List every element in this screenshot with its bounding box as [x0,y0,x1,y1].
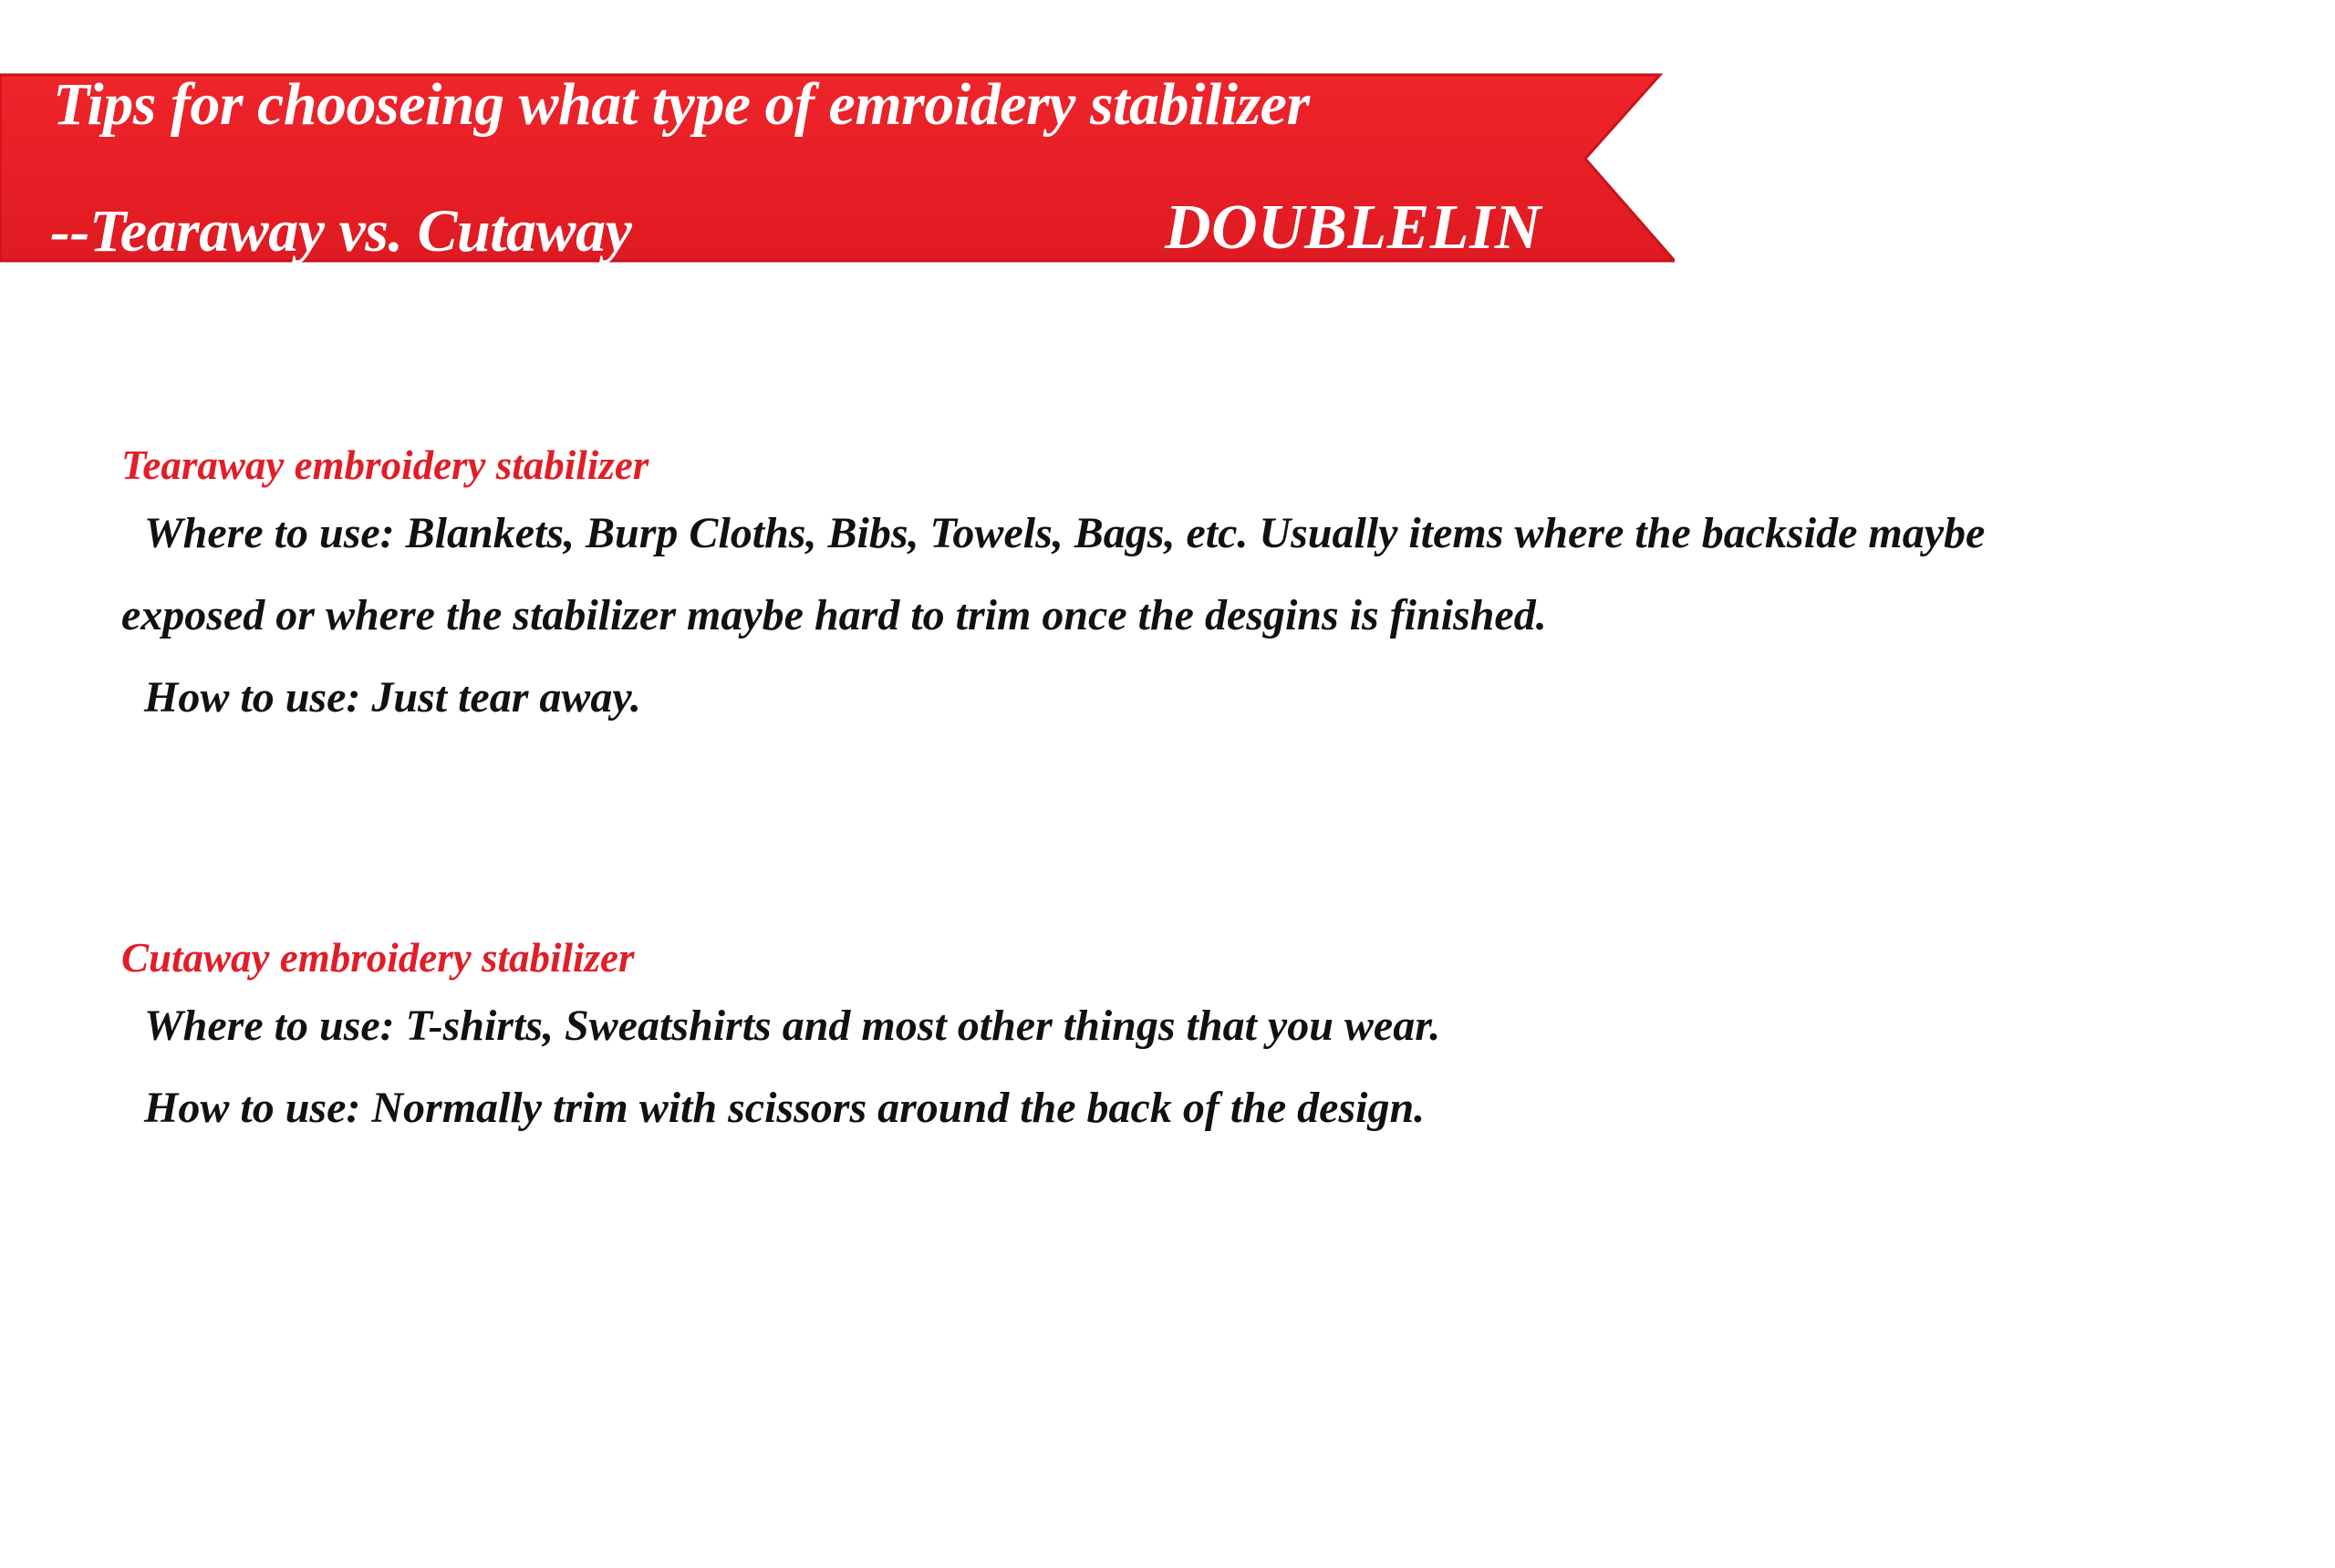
cutaway-section [121,930,2247,1149]
cutaway-how [121,1067,2247,1149]
cutaway-where [121,985,2247,1067]
banner-title: Tips for chooseing what type of emroidery stabilizer [53,71,1310,138]
cutaway-how-text: How to use: Normally trim with scissors around the back of the design. [144,1084,1426,1132]
tearaway-where-line1 [121,493,2247,575]
cutaway-heading: Cutaway embroidery stabilizer [121,935,635,981]
cutaway-where-text: Where to use: T-shirts, Sweatshirts and most other things that you wear. [144,1002,1441,1050]
banner-subtitle: --Tearaway vs. Cutaway [50,198,632,265]
tearaway-where-text: Where to use: Blankets, Burp Cloths, Bibs, Towels, Bags, etc. Usually items where the backside maybe [144,509,1986,557]
tearaway-heading: Tearaway embroidery stabilizer [121,442,649,488]
tearaway-where-line2: exposed or where the stabilizer maybe hard to trim once the desgins is finished. [121,591,1547,639]
tearaway-section [121,438,2247,739]
tearaway-how-text: How to use: Just tear away. [144,673,641,722]
tearaway-how [121,657,2247,739]
brand-name: DOUBLELIN [1165,192,1541,263]
title-banner [0,67,1675,265]
